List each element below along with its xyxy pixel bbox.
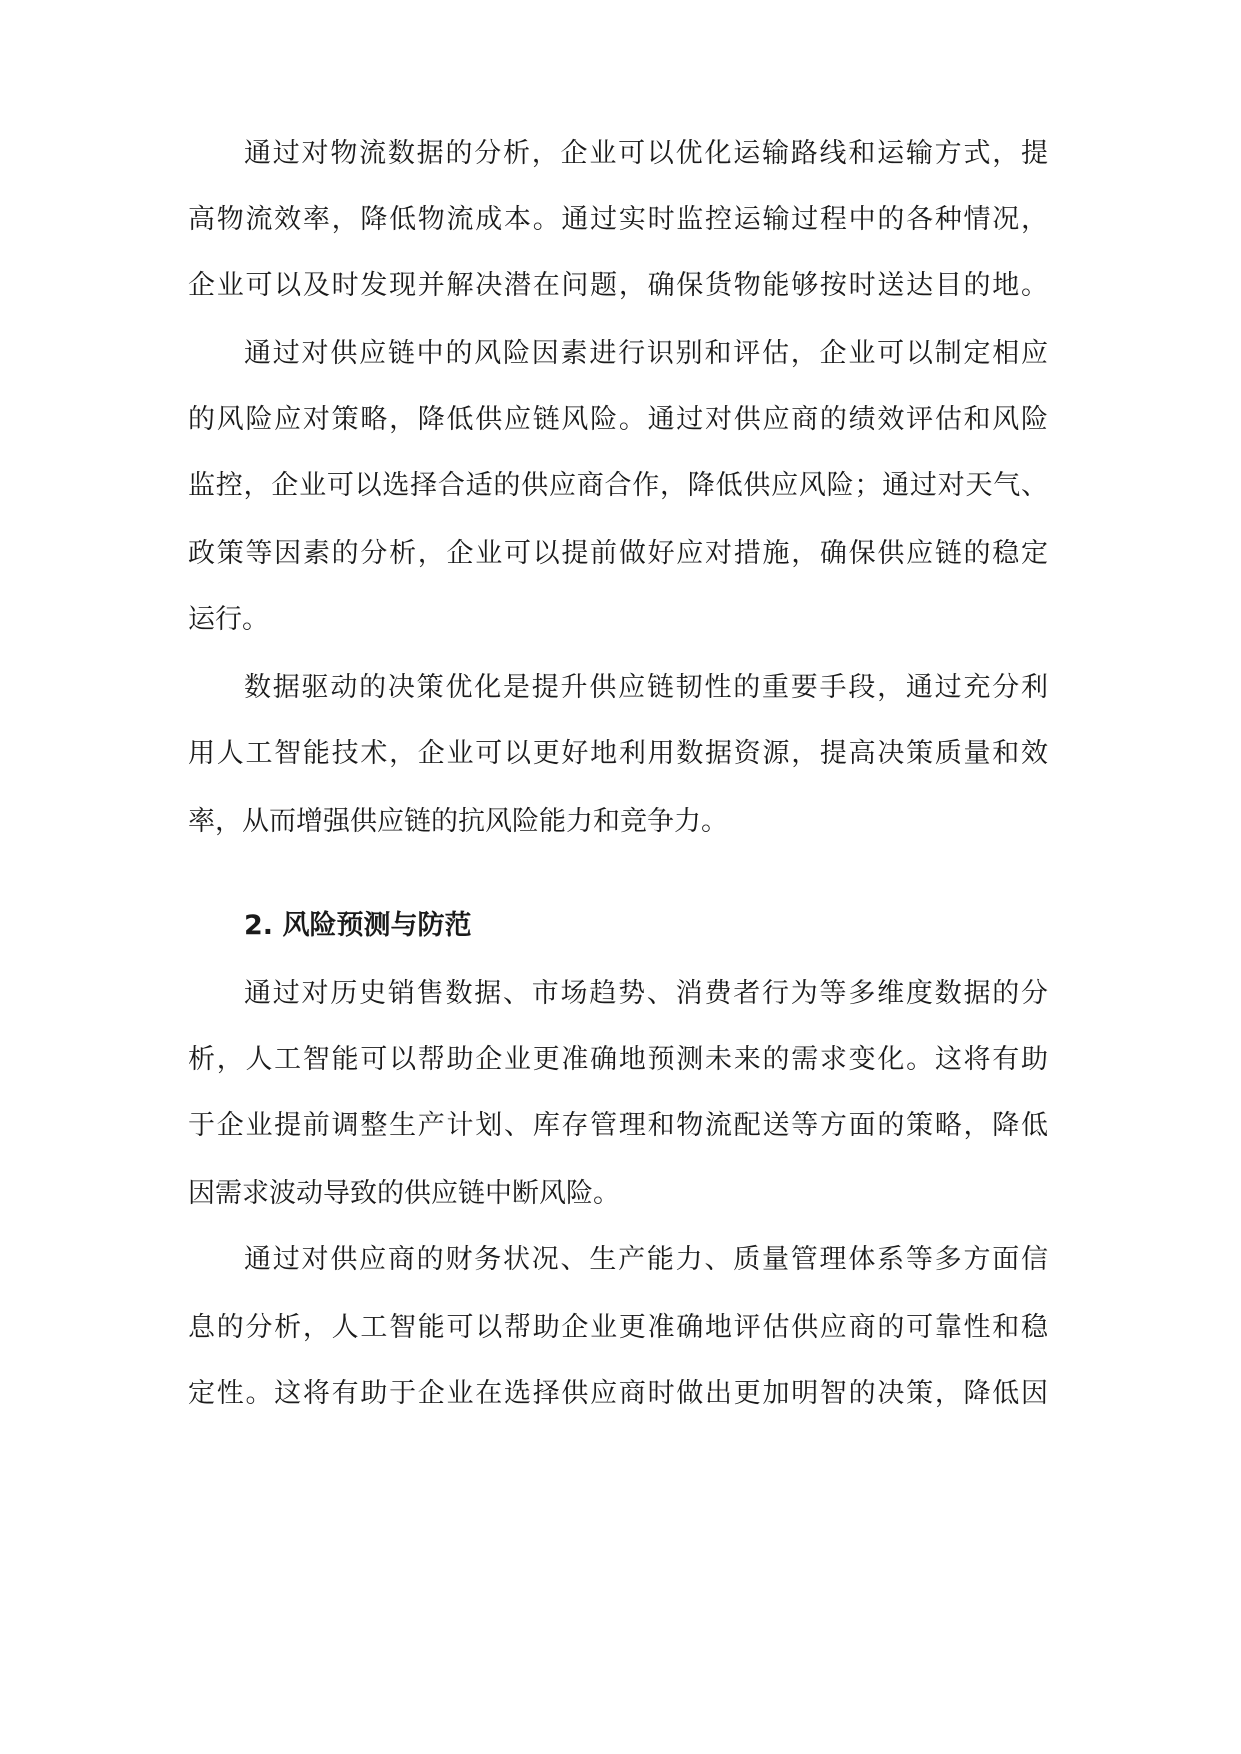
paragraph-2-line-1: 通过对供应链中的风险因素进行识别和评估，企业可以制定相应 (244, 338, 1048, 369)
paragraph-2-line-2: 的风险应对策略，降低供应链风险。通过对供应商的绩效评估和风险 (188, 404, 1048, 435)
paragraph-1-line-3: 企业可以及时发现并解决潜在问题，确保货物能够按时送达目的地。 (188, 270, 1048, 301)
paragraph-4-line-3: 于企业提前调整生产计划、库存管理和物流配送等方面的策略，降低 (188, 1110, 1048, 1141)
paragraph-3-line-3: 率，从而增强供应链的抗风险能力和竞争力。 (188, 806, 728, 837)
paragraph-2-line-3: 监控，企业可以选择合适的供应商合作，降低供应风险；通过对天气、 (188, 470, 1048, 501)
paragraph-3-line-1: 数据驱动的决策优化是提升供应链韧性的重要手段，通过充分利 (244, 672, 1048, 703)
paragraph-2-line-5: 运行。 (188, 604, 269, 635)
paragraph-1-line-2: 高物流效率，降低物流成本。通过实时监控运输过程中的各种情况， (188, 204, 1048, 235)
paragraph-5-line-3: 定性。这将有助于企业在选择供应商时做出更加明智的决策，降低因 (188, 1378, 1048, 1409)
section-heading: 2. 风险预测与防范 (244, 910, 472, 941)
paragraph-3-line-2: 用人工智能技术，企业可以更好地利用数据资源，提高决策质量和效 (188, 738, 1048, 769)
paragraph-5-line-1: 通过对供应商的财务状况、生产能力、质量管理体系等多方面信 (244, 1244, 1048, 1275)
paragraph-4-line-1: 通过对历史销售数据、市场趋势、消费者行为等多维度数据的分 (244, 978, 1048, 1009)
paragraph-4-line-4: 因需求波动导致的供应链中断风险。 (188, 1178, 620, 1209)
paragraph-4-line-2: 析，人工智能可以帮助企业更准确地预测未来的需求变化。这将有助 (188, 1044, 1048, 1075)
paragraph-5-line-2: 息的分析，人工智能可以帮助企业更准确地评估供应商的可靠性和稳 (188, 1312, 1048, 1343)
paragraph-1-line-1: 通过对物流数据的分析，企业可以优化运输路线和运输方式，提 (244, 138, 1048, 169)
paragraph-2-line-4: 政策等因素的分析，企业可以提前做好应对措施，确保供应链的稳定 (188, 538, 1048, 569)
